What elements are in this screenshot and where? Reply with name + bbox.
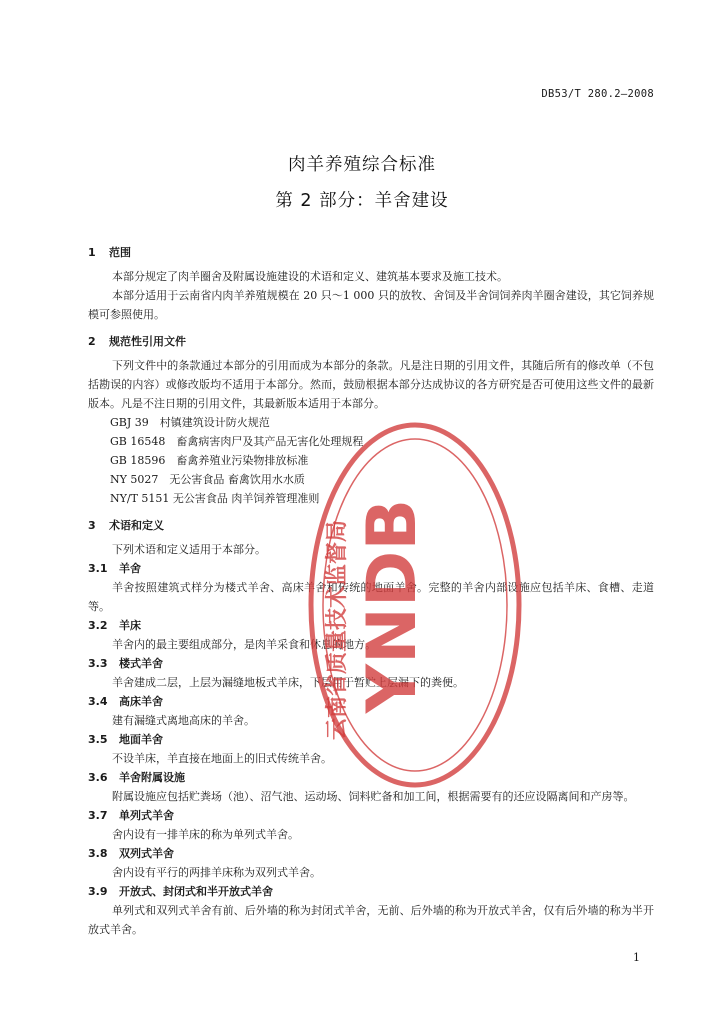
term-definition: 舍内设有一排羊床的称为单列式羊舍。 bbox=[112, 828, 299, 841]
reference-item: NY/T 5151 无公害食品 肉羊饲养管理准则 bbox=[110, 492, 320, 505]
term-heading: 3.4 高床羊舍 bbox=[88, 695, 163, 708]
document-body bbox=[88, 243, 654, 939]
reference-item: NY 5027 无公害食品 畜禽饮用水水质 bbox=[110, 473, 305, 486]
term-definition: 建有漏缝式离地高床的羊舍。 bbox=[112, 714, 255, 727]
reference-item: GBJ 39 村镇建筑设计防火规范 bbox=[110, 416, 270, 429]
term-definition: 舍内设有平行的两排羊床称为双列式羊舍。 bbox=[112, 866, 321, 879]
reference-item: GB 18596 畜禽养殖业污染物排放标准 bbox=[110, 454, 309, 467]
section-heading: 1 范围 bbox=[88, 246, 131, 259]
term-heading: 3.8 双列式羊舍 bbox=[88, 847, 174, 860]
paragraph: 下列文件中的条款通过本部分的引用而成为本部分的条款。凡是注日期的引用文件，其随后所有的修改单（不包括勘误的内容）或修改版均不适用于本部分。然而，鼓励根据本部分达成协议的各方研究是否可使用这些文件的最新版本。凡是不注日期的引用文件，其最新版本适用于本部分。 bbox=[88, 359, 654, 410]
section-heading: 3 术语和定义 bbox=[88, 519, 164, 532]
term-heading: 3.9 开放式、封闭式和半开放式羊舍 bbox=[88, 885, 273, 898]
term-definition: 单列式和双列式羊舍有前、后外墙的称为封闭式羊舍，无前、后外墙的称为开放式羊舍，仅有后外墙的称为半开放式羊舍。 bbox=[88, 904, 654, 936]
stamp-ring-text: 云南省质量技术监督局 bbox=[325, 519, 350, 741]
term-definition: 羊舍按照建筑式样分为楼式羊舍、高床羊舍和传统的地面羊舍。完整的羊舍内部设施应包括羊床、食槽、走道等。 bbox=[88, 581, 654, 613]
stamp-logo-text: YNDB bbox=[353, 498, 432, 714]
term-heading: 3.6 羊舍附属设施 bbox=[88, 771, 185, 784]
term-heading: 3.5 地面羊舍 bbox=[88, 733, 163, 746]
document-title: 肉羊养殖综合标准 bbox=[288, 155, 436, 175]
term-definition: 附属设施应包括贮粪场（池）、沼气池、运动场、饲料贮备和加工间，根据需要有的还应设隔离间和产房等。 bbox=[112, 790, 635, 803]
section-heading: 2 规范性引用文件 bbox=[88, 335, 186, 348]
term-heading: 3.3 楼式羊舍 bbox=[88, 657, 163, 670]
term-definition: 羊舍内的最主要组成部分，是肉羊采食和休息的地方。 bbox=[112, 638, 376, 651]
paragraph: 本部分适用于云南省内肉羊养殖规模在 20 只～1 000 只的放牧、舍饲及半舍饲饲养肉羊圈舍建设，其它饲养规模可参照使用。 bbox=[88, 289, 654, 321]
document-subtitle: 第 2 部分：羊舍建设 bbox=[275, 191, 449, 211]
page-number: 1 bbox=[633, 951, 640, 964]
term-definition: 羊舍建成二层，上层为漏缝地板式羊床，下层用于暂贮上层漏下的粪便。 bbox=[112, 676, 464, 689]
term-heading: 3.7 单列式羊舍 bbox=[88, 809, 174, 822]
term-definition: 不设羊床，羊直接在地面上的旧式传统羊舍。 bbox=[112, 752, 332, 765]
paragraph: 下列术语和定义适用于本部分。 bbox=[112, 543, 266, 556]
document-code: DB53/T 280.2—2008 bbox=[541, 88, 654, 100]
term-heading: 3.2 羊床 bbox=[88, 619, 141, 632]
paragraph: 本部分规定了肉羊圈舍及附属设施建设的术语和定义、建筑基本要求及施工技术。 bbox=[112, 270, 508, 283]
reference-item: GB 16548 畜禽病害肉尸及其产品无害化处理规程 bbox=[110, 435, 364, 448]
term-heading: 3.1 羊舍 bbox=[88, 562, 141, 575]
